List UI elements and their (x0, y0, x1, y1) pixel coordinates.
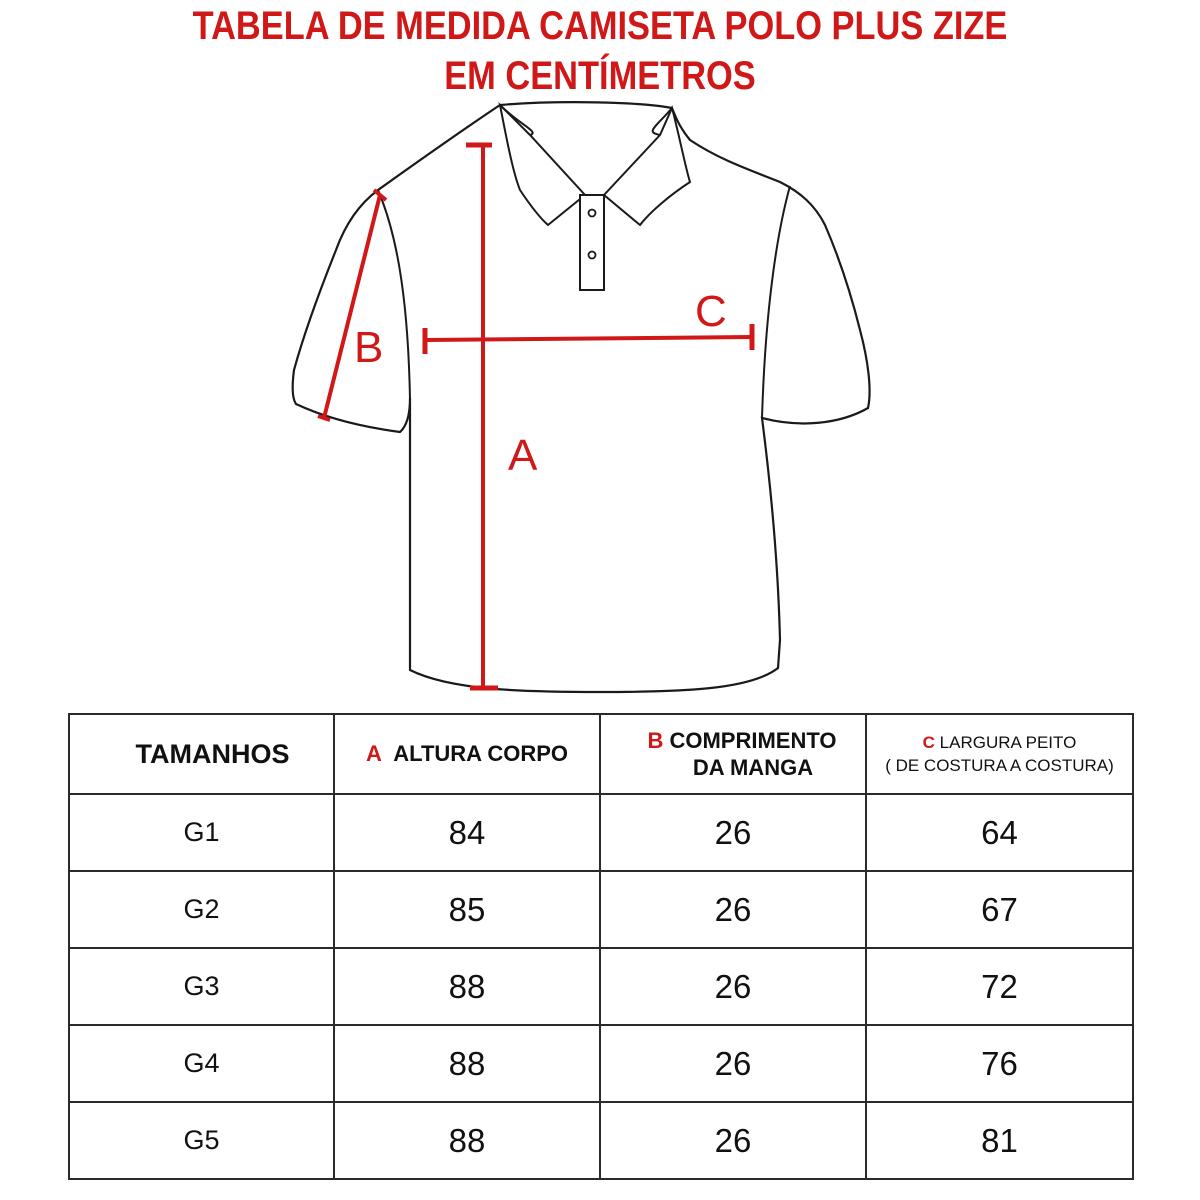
altura-cell: 84 (334, 794, 600, 871)
altura-cell: 88 (334, 948, 600, 1025)
size-table (68, 713, 1134, 1180)
header-c-text-1: LARGURA PEITO (939, 733, 1077, 752)
header-a-text: ALTURA CORPO (393, 741, 569, 766)
table-row (69, 948, 1133, 1025)
largura-cell: 81 (866, 1102, 1133, 1179)
size-cell: G3 (69, 948, 334, 1025)
table-row (69, 871, 1133, 948)
header-a-letter: A (365, 741, 382, 766)
manga-cell: 26 (600, 871, 866, 948)
header-altura-corpo (334, 714, 600, 794)
largura-cell: 72 (866, 948, 1133, 1025)
header-c-letter: C (922, 733, 935, 752)
altura-cell: 88 (334, 1025, 600, 1102)
measure-b-label: B (354, 323, 384, 372)
table-row (69, 1102, 1133, 1179)
header-b-letter: B (647, 728, 664, 753)
altura-cell: 85 (334, 871, 600, 948)
largura-cell: 64 (866, 794, 1133, 871)
table-row (69, 1025, 1133, 1102)
manga-cell: 26 (600, 1102, 866, 1179)
header-c-text-2: ( DE COSTURA A COSTURA) (885, 756, 1114, 775)
header-largura-peito (866, 714, 1133, 794)
manga-cell: 26 (600, 1025, 866, 1102)
header-b-text-1: COMPRIMENTO (669, 728, 837, 753)
header-size: TAMANHOS (69, 714, 334, 794)
header-b-text-2: DA MANGA (692, 755, 814, 780)
largura-cell: 67 (866, 871, 1133, 948)
size-cell: G2 (69, 871, 334, 948)
size-cell: G5 (69, 1102, 334, 1179)
chart-title-line-1: TABELA DE MEDIDA CAMISETA POLO PLUS ZIZE (192, 4, 1008, 48)
manga-cell: 26 (600, 948, 866, 1025)
altura-cell: 88 (334, 1102, 600, 1179)
measure-c-label: C (695, 287, 727, 336)
size-cell: G4 (69, 1025, 334, 1102)
table-row (69, 794, 1133, 871)
size-cell: G1 (69, 794, 334, 871)
largura-cell: 76 (866, 1025, 1133, 1102)
manga-cell: 26 (600, 794, 866, 871)
header-comprimento-manga (600, 714, 866, 794)
chart-title-line-2: EM CENTÍMETROS (444, 54, 756, 98)
table-header-row (69, 714, 1133, 794)
measure-a-label: A (508, 431, 538, 480)
